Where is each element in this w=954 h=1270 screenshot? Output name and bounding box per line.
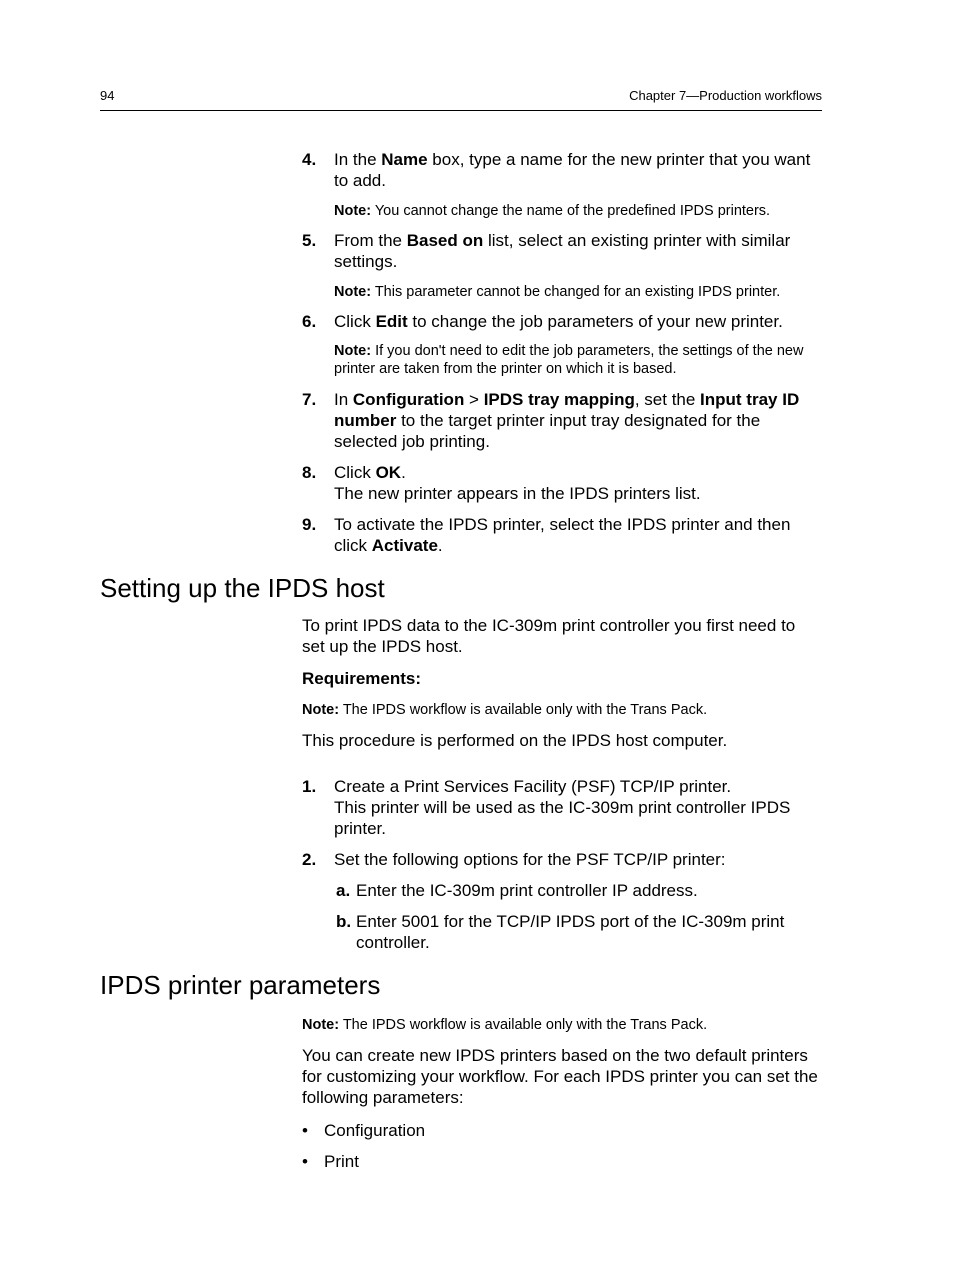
page-header <box>100 88 822 111</box>
host-step-1: 1. Create a Print Services Facility (PSF) TCP/IP printer. This printer will be used as the IC-309m print controller IPDS printer. <box>302 777 791 838</box>
step-number: 6. <box>302 312 317 331</box>
note-label: Note: <box>302 702 340 718</box>
ui-term: Edit <box>375 312 408 331</box>
ui-term: OK <box>375 463 402 482</box>
substep-letter: b. <box>336 912 352 931</box>
note: Note: The IPDS workflow is available only with the Trans Pack. <box>302 1017 708 1033</box>
list-item: • Configuration <box>302 1121 426 1140</box>
note: Note: You cannot change the name of the predefined IPDS printers. <box>334 203 771 219</box>
params-intro: You can create new IPDS printers based on the two default printers for customizing your workflow. For each IPDS printer you can set the following parameters: <box>302 1046 818 1107</box>
substep-a: a. Enter the IC-309m print controller IP address. <box>336 881 698 900</box>
bullet-icon: • <box>302 1121 308 1140</box>
ui-term: Activate <box>371 536 438 555</box>
bullet-icon: • <box>302 1152 308 1171</box>
step-number: 5. <box>302 231 317 250</box>
step-4: 4. In the Name box, type a name for the new printer that you want to add. <box>302 150 811 190</box>
step-7: 7. In Configuration > IPDS tray mapping, set the Input tray ID number to the target printer input tray designated for the selected job printing. <box>302 390 800 451</box>
step-number: 4. <box>302 150 317 169</box>
host-step-2: 2. Set the following options for the PSF TCP/IP printer: <box>302 850 726 869</box>
ui-term: IPDS tray mapping <box>483 390 635 409</box>
page-number: 94 <box>100 88 115 103</box>
step-9: 9. To activate the IPDS printer, select the IPDS printer and then click Activate. <box>302 515 791 555</box>
step-6: 6. Click Edit to change the job parameters of your new printer. <box>302 312 783 331</box>
note-label: Note: <box>302 1017 340 1033</box>
ui-term: Name <box>381 150 428 169</box>
step-number: 2. <box>302 850 317 869</box>
note: Note: This parameter cannot be changed for an existing IPDS printer. <box>334 284 781 300</box>
substep-letter: a. <box>336 881 351 900</box>
ui-term: Input tray ID number <box>334 390 800 430</box>
step-8: 8. Click OK. The new printer appears in the IPDS printers list. <box>302 463 701 503</box>
chapter-title: Chapter 7—Production workflows <box>629 88 822 103</box>
substep-b: b. Enter 5001 for the TCP/IP IPDS port of the IC-309m print controller. <box>336 912 785 952</box>
requirements-label: Requirements: <box>302 669 422 688</box>
note: Note: If you don't need to edit the job parameters, the settings of the new printer are taken from the printer on which it is based. <box>334 343 804 377</box>
ui-term: Configuration <box>352 390 465 409</box>
note-label: Note: <box>334 343 372 359</box>
section-heading-ipds-params: IPDS printer parameters <box>100 970 381 1000</box>
step-number: 7. <box>302 390 317 409</box>
note-label: Note: <box>334 284 372 300</box>
ui-term: Based on <box>406 231 484 250</box>
note: Note: The IPDS workflow is available only with the Trans Pack. <box>302 702 708 718</box>
step-result: The new printer appears in the IPDS printers list. <box>334 484 701 503</box>
step-number: 9. <box>302 515 317 534</box>
step-number: 8. <box>302 463 317 482</box>
step-5: 5. From the Based on list, select an existing printer with similar settings. <box>302 231 791 271</box>
procedure-text: This procedure is performed on the IPDS host computer. <box>302 731 728 750</box>
list-item: • Print <box>302 1152 359 1171</box>
step-number: 1. <box>302 777 317 796</box>
step-result: This printer will be used as the IC-309m print controller IPDS printer. <box>334 798 791 838</box>
note-label: Note: <box>334 203 372 219</box>
section-intro: To print IPDS data to the IC-309m print controller you first need to set up the IPDS host. <box>302 616 796 656</box>
section-heading-ipds-host: Setting up the IPDS host <box>100 573 385 603</box>
